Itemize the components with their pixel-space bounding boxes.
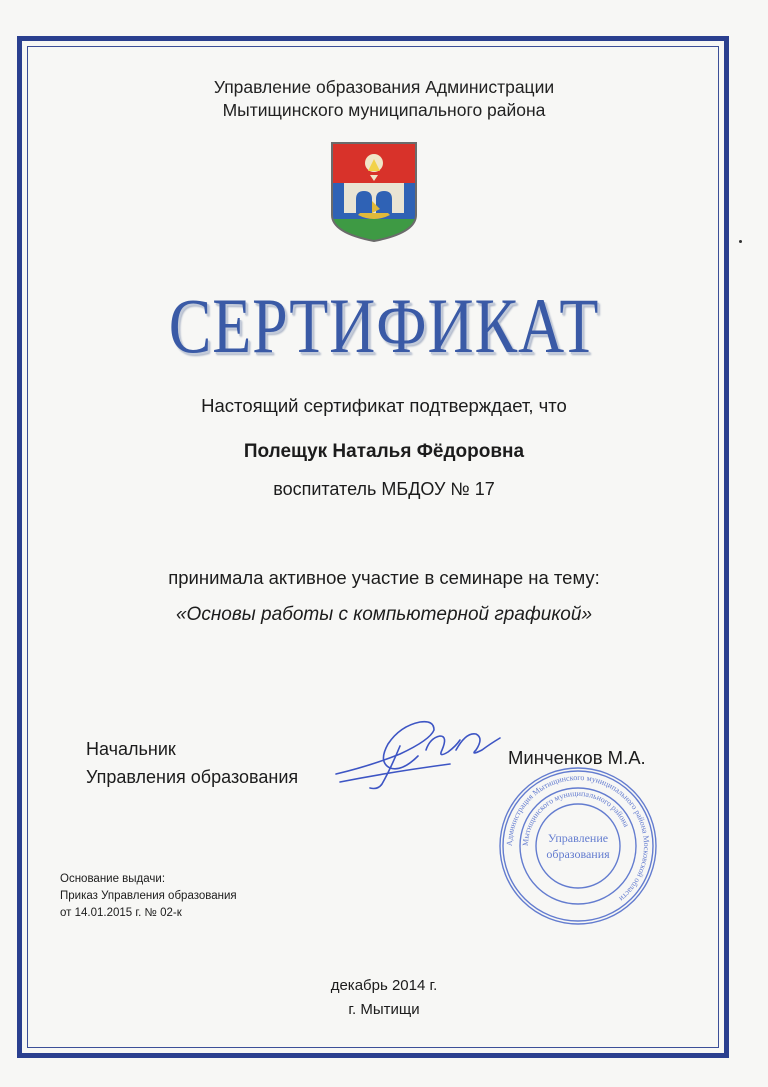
certificate-title: СЕРТИФИКАТ bbox=[168, 282, 600, 369]
recipient-name: Полещук Наталья Фёдоровна bbox=[243, 441, 525, 462]
signer-title bbox=[86, 735, 298, 791]
seminar-topic: «Основы работы с компьютерной графикой» bbox=[175, 604, 593, 625]
stamp-center-line-2: образования bbox=[546, 847, 610, 861]
issue-date-place bbox=[0, 974, 768, 1022]
participation-text: принимала активное участие в семинаре на тему: bbox=[168, 567, 600, 588]
signer-title-line-2: Управления образования bbox=[86, 767, 299, 787]
signature-icon bbox=[330, 710, 510, 795]
recipient-position: воспитатель МБДОУ № 17 bbox=[273, 479, 495, 499]
issuer-header bbox=[0, 76, 768, 122]
scan-speck bbox=[739, 240, 742, 243]
basis-line-2: Приказ Управления образования bbox=[60, 890, 237, 902]
official-stamp-icon bbox=[496, 764, 660, 928]
stamp-inner-ring-text: Мытищинского муниципального района bbox=[520, 788, 631, 847]
coat-of-arms-icon bbox=[330, 141, 418, 243]
basis-line-3: от 14.01.2015 г. № 02-к bbox=[60, 907, 182, 919]
stamp-ring-text: Администрация Мытищинского муниципального района Московской области bbox=[504, 772, 652, 904]
stamp-center-line-1: Управление bbox=[547, 831, 609, 845]
basis-line-1: Основание выдачи: bbox=[60, 873, 166, 885]
issuance-basis bbox=[60, 871, 237, 922]
signer-name: Минченков М.А. bbox=[508, 747, 646, 768]
signer-title-line-1: Начальник bbox=[86, 739, 176, 759]
confirm-text: Настоящий сертификат подтверждает, что bbox=[201, 395, 567, 416]
issue-date: декабрь 2014 г. bbox=[330, 977, 438, 994]
issuer-line-1: Управление образования Администрации bbox=[213, 77, 555, 97]
issuer-line-2: Мытищинского муниципального района bbox=[222, 100, 546, 120]
issue-place: г. Мытищи bbox=[348, 1001, 420, 1018]
